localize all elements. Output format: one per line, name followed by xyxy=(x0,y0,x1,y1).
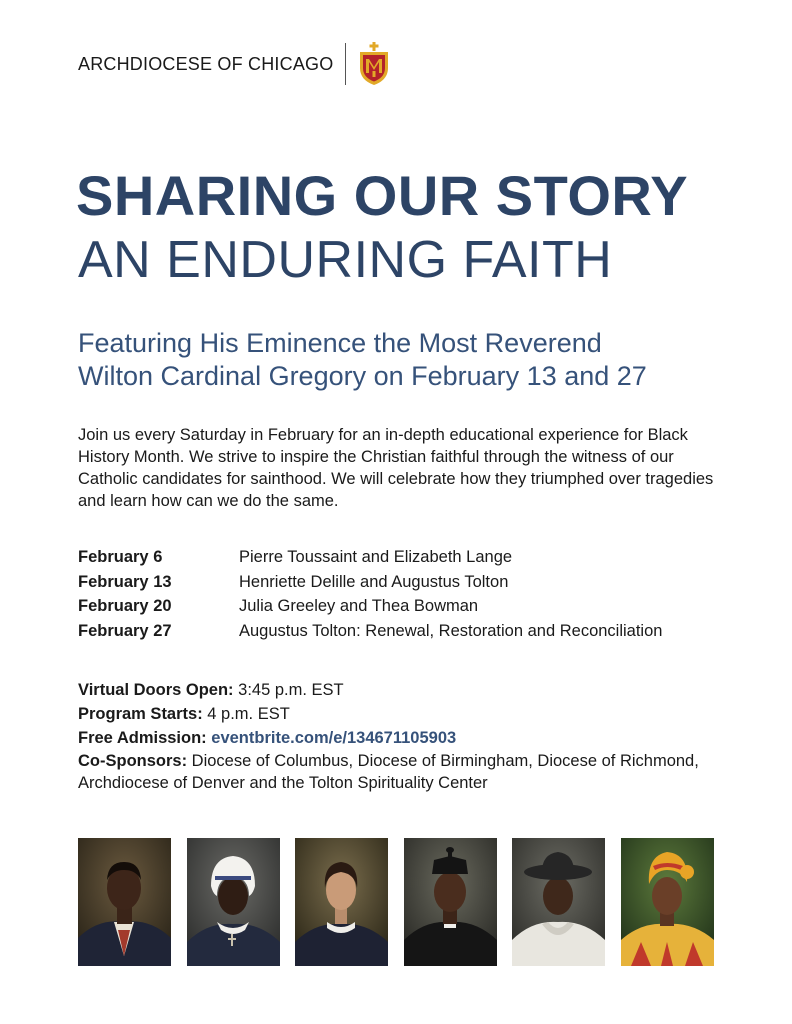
portrait-gallery xyxy=(78,838,714,966)
program-start-value: 4 p.m. EST xyxy=(202,705,290,723)
portrait-image xyxy=(187,838,280,966)
page-subtitle: AN ENDURING FAITH xyxy=(78,231,613,289)
portrait-image xyxy=(404,838,497,966)
intro-paragraph: Join us every Saturday in February for an in-depth educational experience for Black History Month. We strive to inspire the Christian faithful through the witness of our Catholic candidates for sainthood. We will celebrate how they triumphed over tragedies and learn how can we do the same. xyxy=(78,426,714,510)
portrait-image xyxy=(512,838,605,966)
admission-row xyxy=(78,726,718,750)
schedule-topic: Augustus Tolton: Renewal, Restoration and Reconciliation xyxy=(239,621,663,640)
doors-open-row xyxy=(78,678,718,702)
portrait-image xyxy=(295,838,388,966)
schedule-row xyxy=(78,570,758,595)
admission-label: Free Admission: xyxy=(78,729,207,747)
schedule-topic: Pierre Toussaint and Elizabeth Lange xyxy=(239,548,513,566)
doors-open-label: Virtual Doors Open: xyxy=(78,681,234,699)
schedule-date: February 6 xyxy=(78,548,163,566)
event-details xyxy=(78,678,718,794)
schedule-date: February 13 xyxy=(78,572,172,591)
schedule-row xyxy=(78,545,758,570)
schedule-date: February 27 xyxy=(78,621,172,640)
archdiocese-crest-icon xyxy=(358,42,390,86)
portrait-image xyxy=(78,838,171,966)
schedule-date: February 20 xyxy=(78,597,172,615)
schedule-list xyxy=(78,545,758,643)
header-divider xyxy=(345,43,346,85)
header xyxy=(78,42,390,86)
program-start-row xyxy=(78,702,718,726)
featuring-line-2: Wilton Cardinal Gregory on February 13 and 27 xyxy=(78,361,647,391)
org-name: ARCHDIOCESE OF CHICAGO xyxy=(78,53,334,74)
portrait-image xyxy=(621,838,714,966)
program-start-label: Program Starts: xyxy=(78,705,203,723)
eventbrite-link[interactable]: eventbrite.com/e/134671105903 xyxy=(211,729,457,747)
schedule-topic: Henriette Delille and Augustus Tolton xyxy=(239,572,509,591)
featuring-line-1: Featuring His Eminence the Most Reverend xyxy=(78,328,602,358)
cosponsors-row xyxy=(78,750,718,794)
schedule-row xyxy=(78,594,758,619)
schedule-topic: Julia Greeley and Thea Bowman xyxy=(239,597,479,615)
doors-open-value: 3:45 p.m. EST xyxy=(233,681,344,699)
featuring-text xyxy=(78,327,768,393)
page-title: SHARING OUR STORY xyxy=(76,164,689,227)
cosponsors-value: Diocese of Columbus, Diocese of Birmingham, Diocese of Richmond, Archdiocese of Denver and the Tolton Spirituality Center xyxy=(78,752,699,792)
cosponsors-label: Co-Sponsors: xyxy=(78,752,188,770)
schedule-row xyxy=(78,619,758,644)
